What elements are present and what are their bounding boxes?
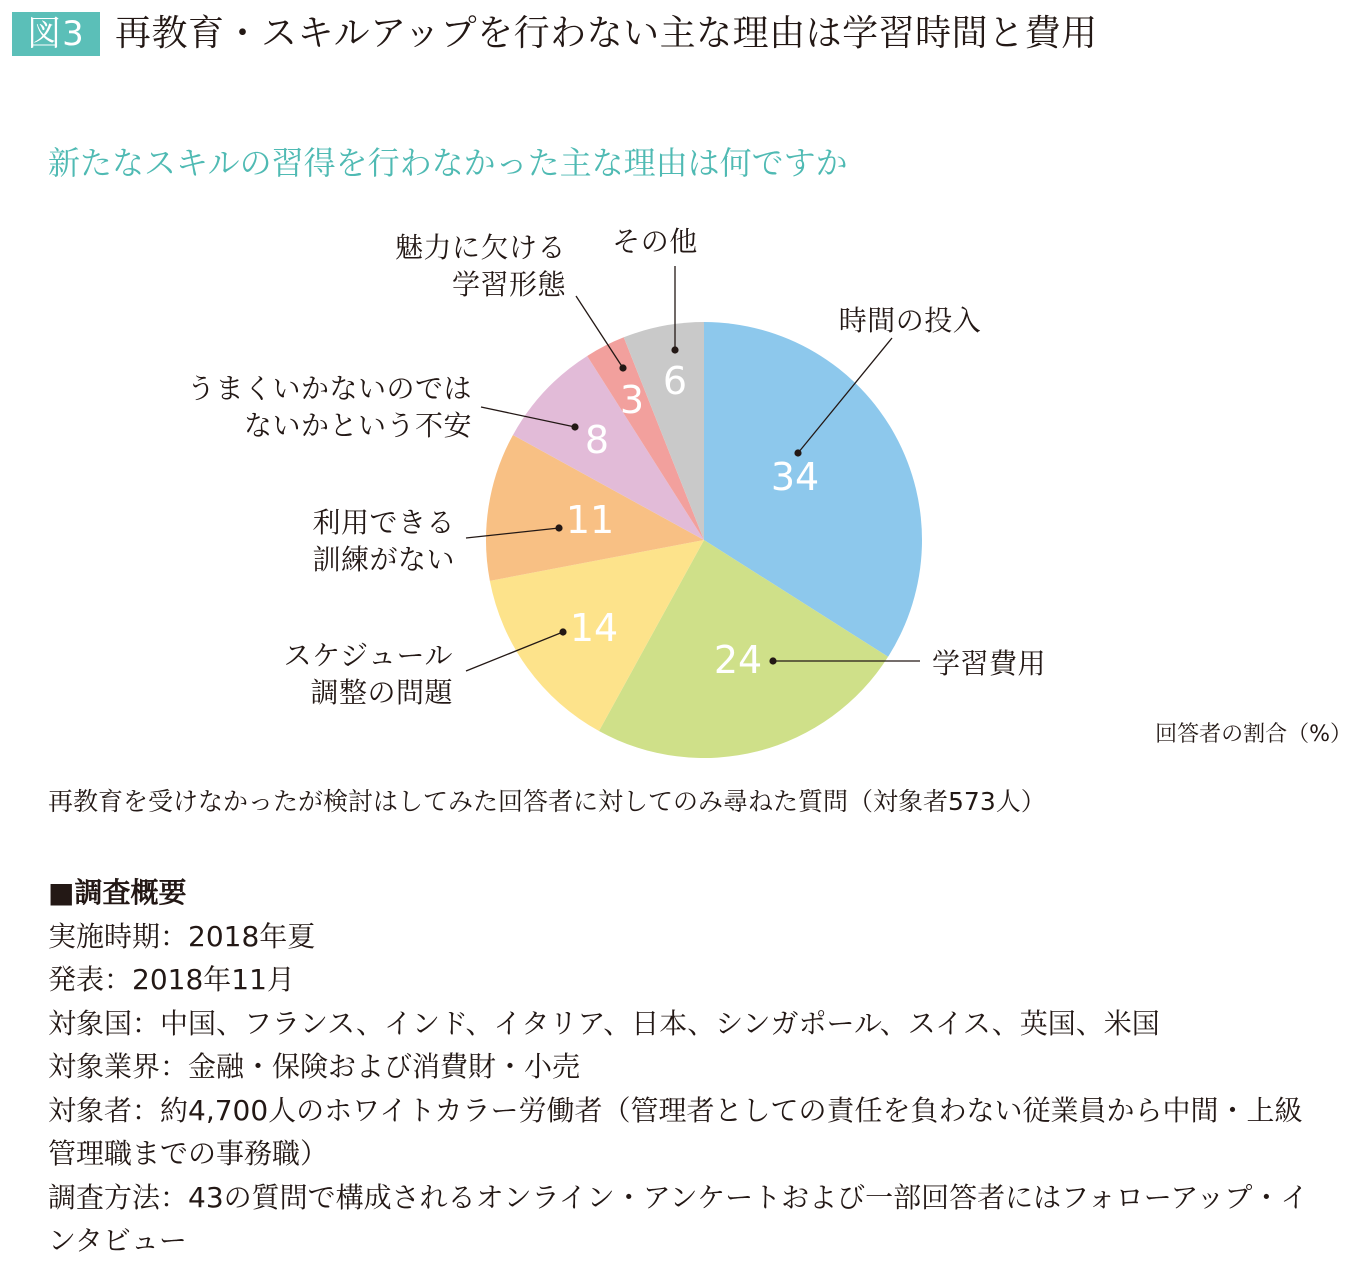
value-label-time-investment: 34 xyxy=(770,455,820,499)
survey-line-industries: 対象業界：金融・保険および消費財・小売 xyxy=(48,1050,581,1083)
leader-dot-learning-cost xyxy=(769,657,776,664)
value-label-other: 6 xyxy=(662,359,688,403)
figure-badge: 図3 xyxy=(12,12,100,56)
category-label-no-available-training-line-1: 利用できる xyxy=(312,506,455,539)
leader-dot-schedule-adjustment xyxy=(559,628,566,635)
survey-line-respondents-cont: 管理職までの事務職） xyxy=(48,1137,329,1170)
category-label-anxiety-about-failure-line-1: うまくいかないのでは xyxy=(186,372,472,405)
figure-title: 再教育・スキルアップを行わない主な理由は学習時間と費用 xyxy=(115,13,1098,54)
category-label-schedule-adjustment-line-2: 調整の問題 xyxy=(310,676,453,709)
leader-dot-no-available-training xyxy=(555,524,562,531)
value-label-schedule-adjustment: 14 xyxy=(569,606,619,650)
leader-dot-anxiety-about-failure xyxy=(571,423,578,430)
survey-note: 再教育を受けなかったが検討はしてみた回答者に対してのみ尋ねた質問（対象者573人） xyxy=(48,787,1046,816)
survey-line-respondents: 対象者：約4,700人のホワイトカラー労働者（管理者としての責任を負わない従業員から中間・上級 xyxy=(48,1093,1303,1127)
value-label-anxiety-about-failure: 8 xyxy=(584,418,610,462)
survey-line-method-cont: ンタビュー xyxy=(48,1224,187,1257)
leader-dot-other xyxy=(671,346,678,353)
survey-line-release: 発表：2018年11月 xyxy=(48,963,295,996)
survey-overview xyxy=(48,871,1308,1263)
category-label-learning-cost: 学習費用 xyxy=(932,647,1047,680)
chart-question: 新たなスキルの習得を行わなかった主な理由は何ですか xyxy=(48,144,848,182)
survey-heading: ■調査概要 xyxy=(48,876,187,909)
survey-line-period: 実施時期：2018年夏 xyxy=(48,919,316,953)
category-label-unattractive-format-line-1: 魅力に欠ける xyxy=(394,231,566,264)
pie-slices xyxy=(486,322,922,758)
survey-line-countries: 対象国：中国、フランス、インド、イタリア、日本、シンガポール、スイス、英国、米国 xyxy=(48,1006,1160,1040)
survey-line-method: 調査方法：43の質問で構成されるオンライン・アンケートおよび一部回答者にはフォローアップ・イ xyxy=(48,1180,1309,1214)
category-label-no-available-training-line-2: 訓練がない xyxy=(312,543,455,576)
value-unit-label: 回答者の割合（%） xyxy=(1155,722,1352,747)
leader-dot-unattractive-format xyxy=(619,364,626,371)
category-label-anxiety-about-failure-line-2: ないかという不安 xyxy=(243,409,472,442)
category-label-time-investment: 時間の投入 xyxy=(838,304,982,337)
category-label-unattractive-format-line-2: 学習形態 xyxy=(451,268,566,301)
category-label-other: その他 xyxy=(612,225,698,258)
value-label-unattractive-format: 3 xyxy=(619,378,645,422)
value-label-no-available-training: 11 xyxy=(565,498,615,542)
pie-chart xyxy=(0,200,1360,780)
value-label-learning-cost: 24 xyxy=(713,638,763,682)
category-label-schedule-adjustment-line-1: スケジュール xyxy=(283,639,453,672)
